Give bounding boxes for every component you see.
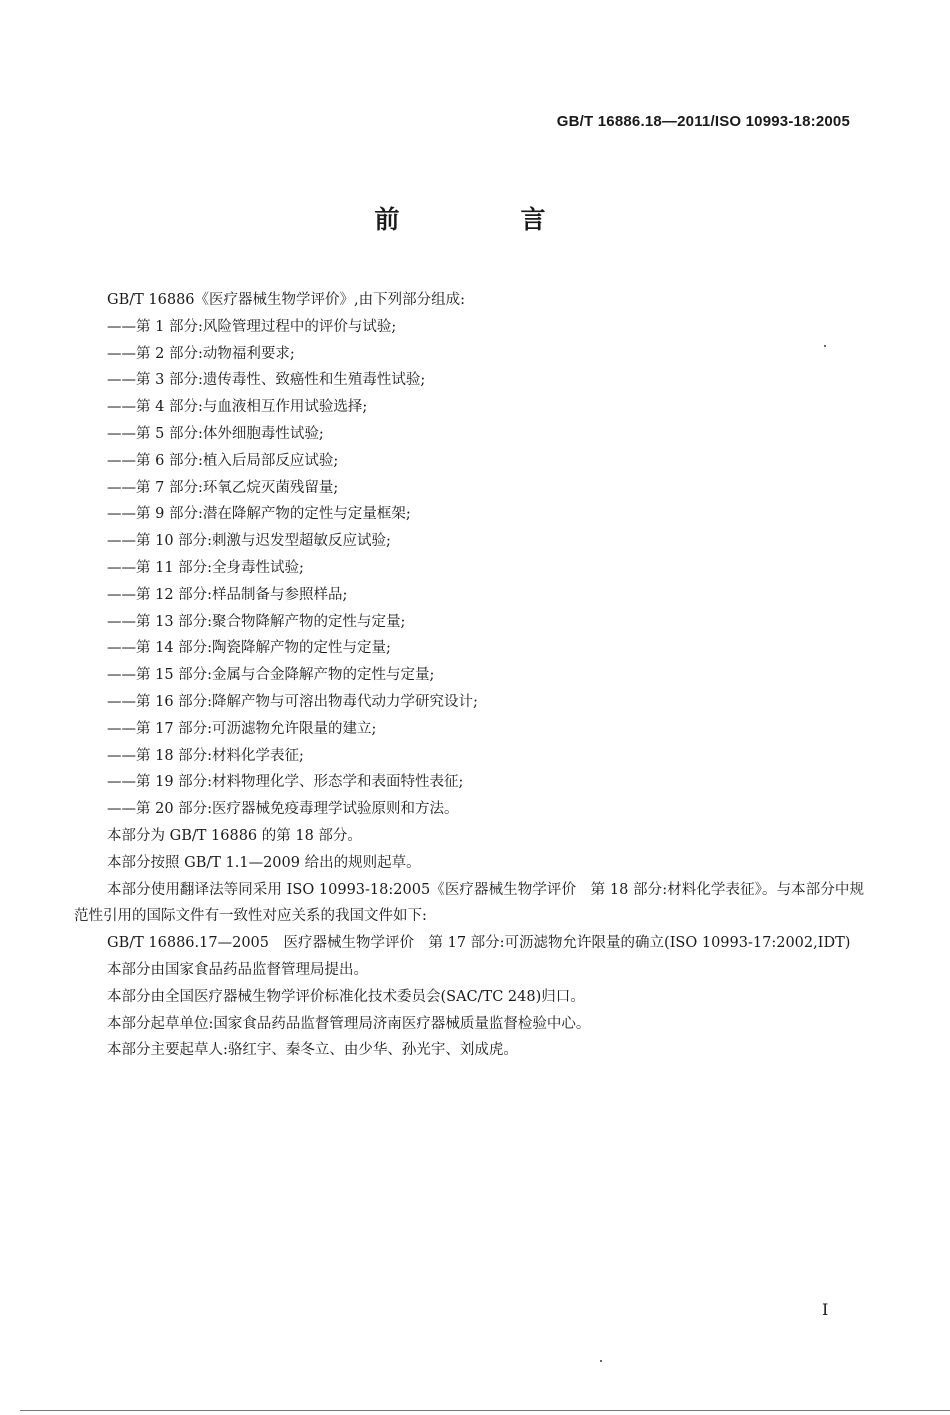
part-item: ——第 11 部分:全身毒性试验;: [107, 559, 304, 576]
part-item: ——第 19 部分:材料物理化学、形态学和表面特性表征;: [107, 774, 464, 791]
part-item: ——第 2 部分:动物福利要求;: [107, 345, 295, 362]
scan-speck: [600, 1360, 602, 1362]
part-item: ——第 13 部分:聚合物降解产物的定性与定量;: [107, 613, 406, 630]
paragraph: 本部分按照 GB/T 1.1—2009 给出的规则起草。: [107, 854, 421, 871]
scan-speck: [824, 345, 826, 347]
page-title: 前 言: [374, 205, 594, 234]
bottom-rule: [20, 1410, 950, 1411]
foreword-body: [74, 287, 864, 1064]
part-item: ——第 14 部分:陶瓷降解产物的定性与定量;: [107, 640, 391, 657]
part-item: ——第 18 部分:材料化学表征;: [107, 747, 304, 764]
part-item: ——第 17 部分:可沥滤物允许限量的建立;: [107, 720, 377, 737]
part-item: ——第 16 部分:降解产物与可溶出物毒代动力学研究设计;: [107, 693, 478, 710]
paragraph: GB/T 16886.17—2005 医疗器械生物学评价 第 17 部分:可沥滤物允许限量的确立(ISO 10993-17:2002,IDT): [107, 935, 851, 952]
paragraph: 本部分主要起草人:骆红宇、秦冬立、由少华、孙光宇、刘成虎。: [107, 1042, 518, 1059]
part-item: ——第 4 部分:与血液相互作用试验选择;: [107, 399, 368, 416]
paragraph: 本部分由全国医疗器械生物学评价标准化技术委员会(SAC/TC 248)归口。: [107, 988, 585, 1005]
part-item: ——第 12 部分:样品制备与参照样品;: [107, 586, 348, 603]
paragraph: 本部分起草单位:国家食品药品监督管理局济南医疗器械质量监督检验中心。: [107, 1015, 591, 1032]
part-item: ——第 1 部分:风险管理过程中的评价与试验;: [107, 318, 397, 335]
part-item: ——第 3 部分:遗传毒性、致癌性和生殖毒性试验;: [107, 372, 426, 389]
part-item: ——第 5 部分:体外细胞毒性试验;: [107, 425, 324, 442]
part-item: ——第 15 部分:金属与合金降解产物的定性与定量;: [107, 667, 435, 684]
paragraph: 本部分使用翻译法等同采用 ISO 10993-18:2005《医疗器械生物学评价 第 18 部分:材料化学表征》。与本部分中规范性引用的国际文件有一致性对应关系的我国文件如下:: [74, 881, 864, 925]
paragraph: 本部分为 GB/T 16886 的第 18 部分。: [107, 827, 362, 844]
paragraph: 本部分由国家食品药品监督管理局提出。: [107, 961, 368, 978]
part-item: ——第 9 部分:潜在降解产物的定性与定量框架;: [107, 506, 411, 523]
part-item: ——第 20 部分:医疗器械免疫毒理学试验原则和方法。: [107, 801, 459, 818]
part-item: ——第 10 部分:刺激与迟发型超敏反应试验;: [107, 533, 391, 550]
part-item: ——第 6 部分:植入后局部反应试验;: [107, 452, 339, 469]
intro-line: GB/T 16886《医疗器械生物学评价》,由下列部分组成:: [107, 292, 466, 308]
standard-code: GB/T 16886.18—2011/ISO 10993-18:2005: [556, 113, 850, 130]
page-number: I: [822, 1300, 829, 1319]
part-item: ——第 7 部分:环氧乙烷灭菌残留量;: [107, 479, 339, 496]
